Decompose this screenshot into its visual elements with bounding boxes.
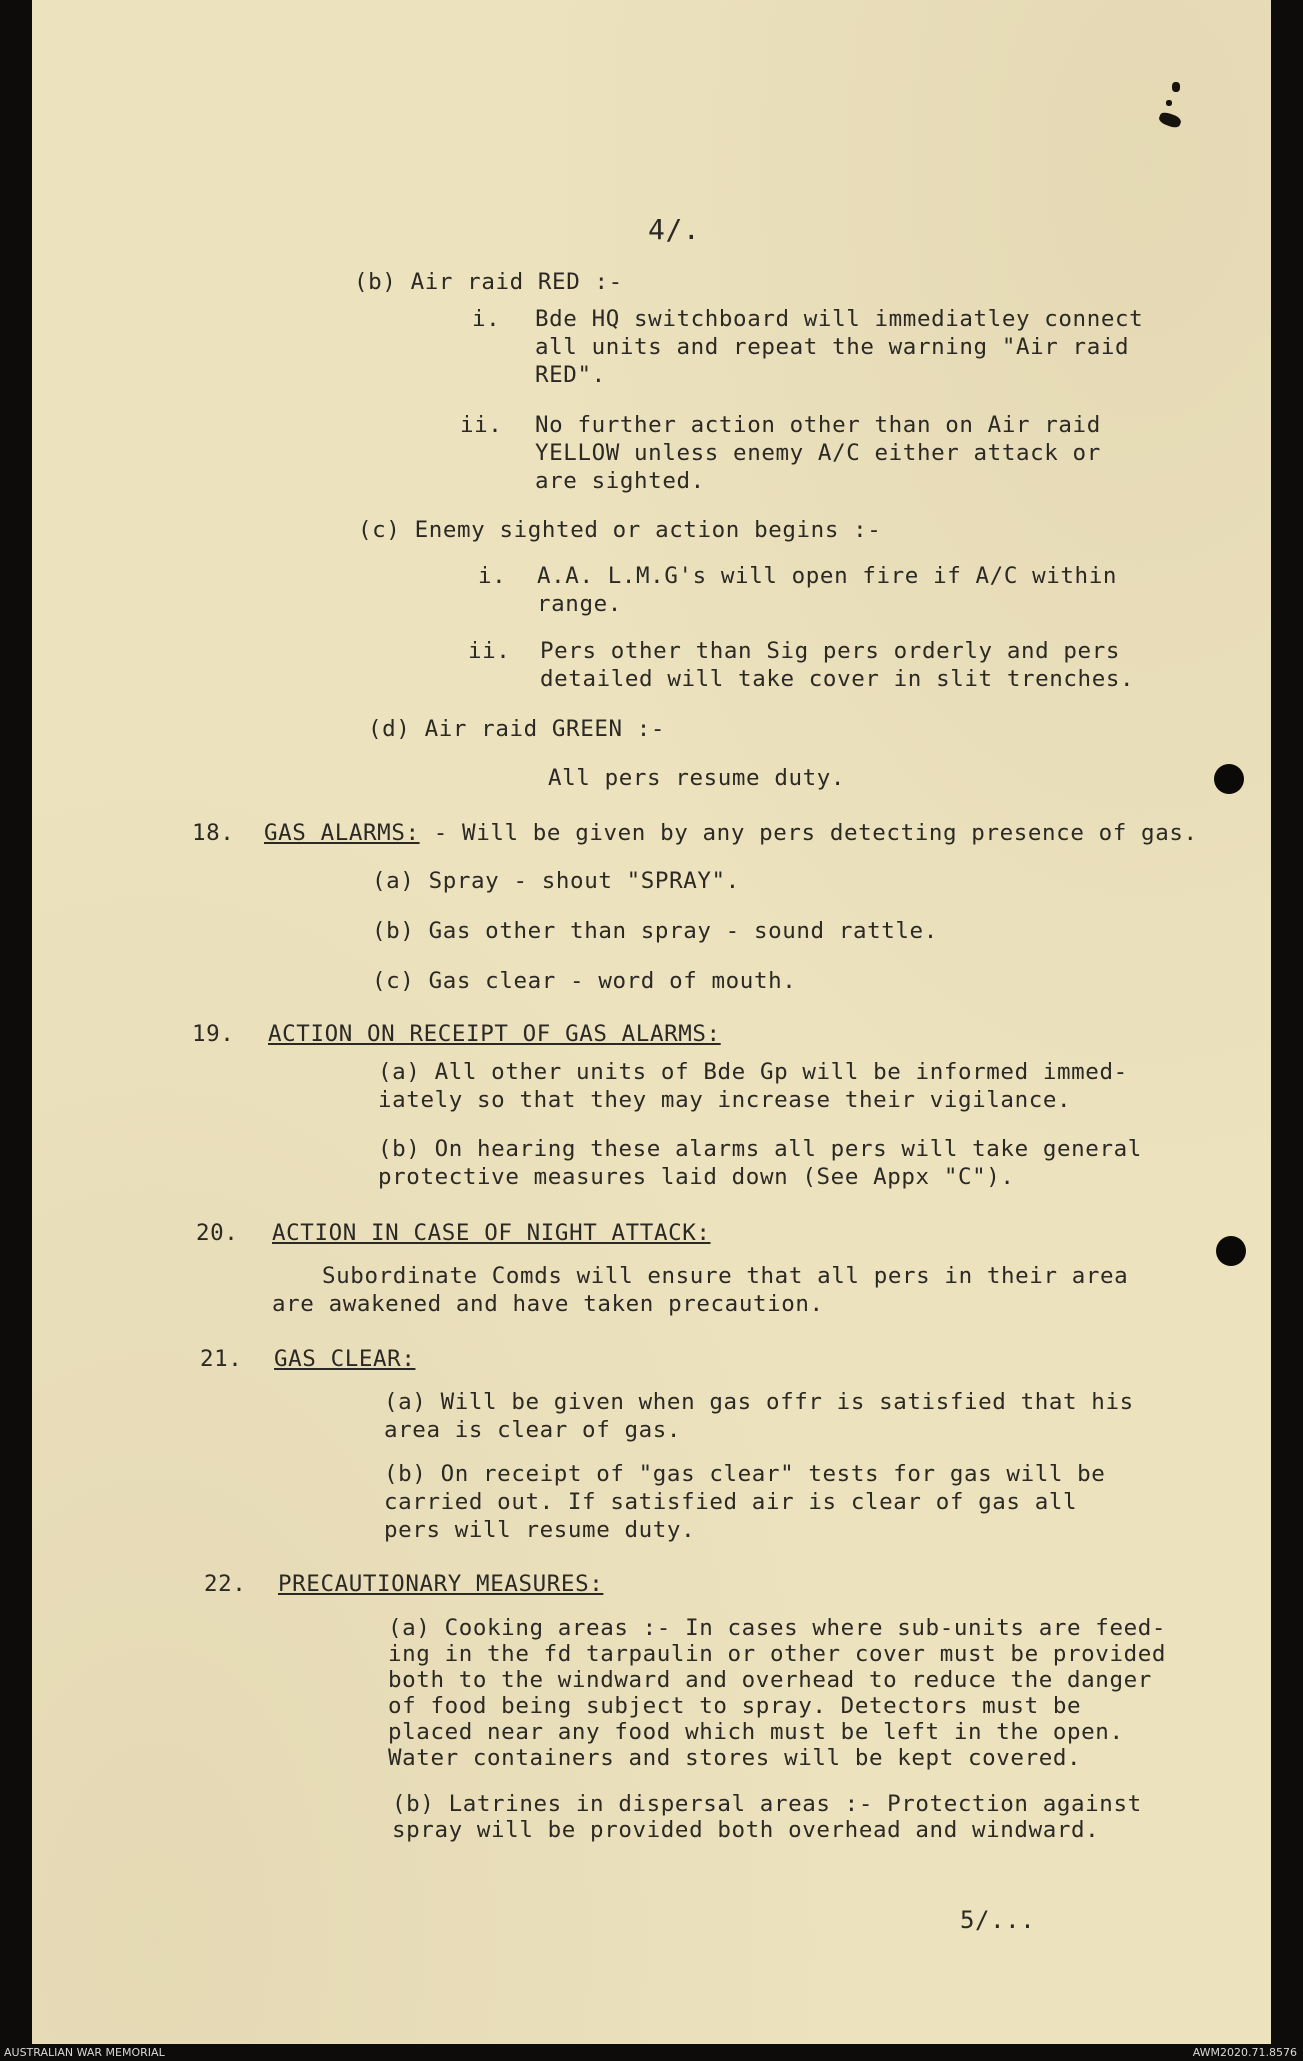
text-line: (a) Will be given when gas offr is satisfied that his	[384, 1389, 1134, 1415]
text-line: Bde HQ switchboard will immediatley connect	[535, 306, 1144, 332]
text-line: - Will be given by any pers detecting presence of gas.	[419, 820, 1198, 846]
text-line: placed near any food which must be left in the open.	[388, 1719, 1124, 1745]
text-line: spray will be provided both overhead and windward.	[392, 1817, 1100, 1843]
text-line: are sighted.	[535, 468, 705, 494]
paragraph-number: 22.	[204, 1571, 247, 1597]
punch-hole	[1216, 1236, 1246, 1266]
text-line: All pers resume duty.	[548, 765, 846, 791]
text-line: area is clear of gas.	[384, 1417, 682, 1443]
text-line: No further action other than on Air raid	[535, 412, 1101, 438]
text-line: Subordinate Comds will ensure that all pers in their area	[322, 1263, 1129, 1289]
list-item: (c) Gas clear - word of mouth.	[372, 968, 797, 994]
text-line: of food being subject to spray. Detectors must be	[388, 1693, 1082, 1719]
text-line: A.A. L.M.G's will open fire if A/C within	[537, 563, 1117, 589]
paper-damage	[1172, 82, 1180, 92]
list-item: (b) Gas other than spray - sound rattle.	[372, 918, 938, 944]
paragraph-number: 20.	[196, 1220, 239, 1246]
page-number: 4/.	[648, 213, 701, 246]
paragraph-number: 18.	[192, 820, 235, 846]
item-number: i.	[472, 306, 501, 332]
subsection-d-heading: (d) Air raid GREEN :-	[368, 716, 666, 742]
paragraph-title: GAS CLEAR:	[274, 1346, 416, 1372]
subsection-b-heading: (b) Air raid RED :-	[354, 269, 623, 295]
footer-left-text: AUSTRALIAN WAR MEMORIAL	[4, 2046, 165, 2059]
text-line: range.	[537, 591, 622, 617]
text-line: are awakened and have taken precaution.	[272, 1291, 824, 1317]
text-line: all units and repeat the warning "Air raid	[535, 334, 1130, 360]
text-line: both to the windward and overhead to reduce the danger	[388, 1667, 1152, 1693]
punch-hole	[1214, 764, 1244, 794]
paper-damage	[1158, 111, 1183, 130]
footer-right-text: AWM2020.71.8576	[1192, 2046, 1297, 2059]
text-line: Pers other than Sig pers orderly and pers	[540, 638, 1120, 664]
paragraph-title: ACTION IN CASE OF NIGHT ATTACK:	[272, 1220, 711, 1246]
text-line: (a) Cooking areas :- In cases where sub-units are feed-	[388, 1615, 1167, 1641]
text-line: Water containers and stores will be kept covered.	[388, 1745, 1082, 1771]
paragraph-title: GAS ALARMS:	[264, 820, 420, 846]
text-line: carried out. If satisfied air is clear of gas all	[384, 1489, 1078, 1515]
text-line: YELLOW unless enemy A/C either attack or	[535, 440, 1101, 466]
item-number: ii.	[468, 638, 511, 664]
document-page	[32, 0, 1271, 2044]
text-line: (b) On receipt of "gas clear" tests for gas will be	[384, 1461, 1106, 1487]
text-line: protective measures laid down (See Appx "C").	[378, 1164, 1015, 1190]
text-line: (b) On hearing these alarms all pers will take general	[378, 1136, 1142, 1162]
paragraph-18-text	[264, 819, 1198, 848]
paper-damage	[1166, 100, 1172, 106]
subsection-c-heading: (c) Enemy sighted or action begins :-	[358, 517, 882, 543]
item-number: i.	[478, 563, 507, 589]
text-line: RED".	[535, 362, 606, 388]
text-line: (a) All other units of Bde Gp will be informed immed-	[378, 1059, 1128, 1085]
paragraph-number: 21.	[200, 1346, 243, 1372]
item-number: ii.	[460, 412, 503, 438]
archive-footer	[0, 2044, 1303, 2061]
text-line: (b) Latrines in dispersal areas :- Protection against	[392, 1791, 1142, 1817]
paragraph-number: 19.	[192, 1021, 235, 1047]
text-line: detailed will take cover in slit trenches.	[540, 666, 1135, 692]
text-line: ing in the fd tarpaulin or other cover must be provided	[388, 1641, 1167, 1667]
text-line: iately so that they may increase their vigilance.	[378, 1087, 1072, 1113]
paragraph-title: ACTION ON RECEIPT OF GAS ALARMS:	[268, 1021, 721, 1047]
list-item: (a) Spray - shout "SPRAY".	[372, 868, 740, 894]
text-line: pers will resume duty.	[384, 1517, 696, 1543]
continuation-marker: 5/...	[960, 1906, 1036, 1934]
paragraph-title: PRECAUTIONARY MEASURES:	[278, 1571, 604, 1597]
